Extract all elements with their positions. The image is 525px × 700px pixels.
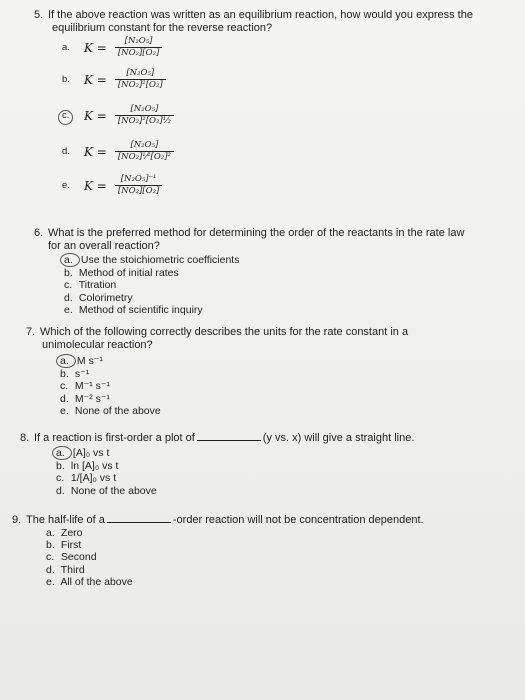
option-8c [56,472,157,484]
question-5 [34,9,514,35]
question-6-options [64,253,239,316]
option-letter: b. [64,267,73,280]
option-5c [62,104,174,127]
question-number: 8. [20,432,30,444]
option-5e [62,174,162,197]
fraction [115,140,174,163]
numerator: [N₂O₅]⁻¹ [120,174,157,184]
option-text: Second [60,551,97,564]
option-7d [60,393,161,405]
question-6 [34,227,514,253]
option-9b [46,539,133,551]
option-text: Colorimetry [78,291,133,304]
option-letter: e. [46,575,55,588]
answer-blank [197,430,261,441]
option-6d [64,292,239,304]
option-text: None of the above [70,484,157,497]
question-7-options [60,354,161,417]
question-9 [12,512,517,527]
option-letter: c. [46,551,55,564]
option-letter: c. [62,110,70,121]
option-letter: b. [46,539,55,552]
option-letter: e. [60,404,69,417]
option-letter: a. [60,253,80,267]
denominator: [NO₂][O₂] [115,47,162,59]
denominator: [NO₂][O₂] [115,185,162,197]
k-expression: K = [84,178,107,193]
option-8d [56,485,157,497]
denominator: [NO₂]²[O₂] [115,79,166,91]
question-text-continued: unimolecular reaction? [42,339,153,351]
option-text: None of the above [74,404,161,417]
option-text: 1/[A]₀ vs t [70,472,117,485]
numerator: [N₂O₅] [130,140,159,150]
option-text: Titration [78,279,117,292]
question-text-after: (y vs. x) will give a straight line. [262,432,415,444]
option-7a [60,354,161,368]
question-8-options [56,446,157,497]
option-9c [46,551,133,563]
option-text: M⁻² s⁻¹ [74,392,110,405]
option-5d [62,140,174,163]
option-letter: d. [60,392,69,405]
option-9e [46,576,133,588]
option-7b [60,368,161,380]
option-text: Method of scientific inquiry [78,303,203,316]
option-text: ln [A]₀ vs t [70,460,119,473]
question-number: 7. [26,326,36,338]
question-text-continued: for an overall reaction? [48,240,160,252]
question-7 [26,326,506,352]
option-8a [56,446,157,460]
option-5a [62,36,162,59]
denominator: [NO₂]¹⁄²[O₂]² [115,151,174,163]
option-7e [60,405,161,417]
option-letter: e. [62,180,70,191]
option-6e [64,304,239,316]
option-8b [56,460,157,472]
option-letter: e. [64,303,73,316]
question-text: What is the preferred method for determining the order of the reactants in the rate law [48,227,465,239]
option-5b [62,68,166,91]
option-letter: c. [64,279,73,292]
question-number: 5. [34,9,44,21]
denominator: [NO₂]²[O₂]¹⁄₂ [115,115,174,127]
option-letter: d. [62,146,70,157]
option-text: First [60,539,82,552]
question-number: 6. [34,227,44,239]
fraction [115,68,166,91]
option-text: Third [60,563,85,576]
option-6c [64,279,239,291]
option-text: Use the stoichiometric coefficients [80,254,240,266]
option-letter: c. [56,472,65,485]
option-letter: b. [60,368,69,381]
fraction [115,104,174,127]
option-letter: a. [56,354,76,368]
option-letter: d. [64,291,73,304]
question-text-after: -order reaction will not be concentration dependent. [172,514,424,526]
question-text: Which of the following correctly describes the units for the rate constant in a [40,326,409,338]
question-text: The half-life of a [26,514,105,526]
question-text: If a reaction is first-order a plot of [34,432,195,444]
option-text: M⁻¹ s⁻¹ [74,380,110,393]
fraction [115,36,162,59]
question-text: If the above reaction was written as an equilibrium reaction, how would you express the [48,9,473,21]
option-text: Method of initial rates [78,267,179,280]
option-letter: b. [62,74,70,85]
option-7c [60,380,161,392]
option-letter: c. [60,380,69,393]
fraction [115,174,162,197]
k-expression: K = [84,108,107,123]
option-letter: a. [52,446,72,460]
option-letter: b. [56,460,65,473]
numerator: [N₂O₅] [126,68,155,78]
option-text: [A]₀ vs t [72,447,110,459]
answer-blank [107,512,171,523]
question-text-continued: equilibrium constant for the reverse reaction? [52,22,273,34]
option-letter: a. [62,42,70,53]
numerator: [N₂O₅] [130,104,159,114]
k-expression: K = [84,40,107,55]
option-text: All of the above [60,575,133,588]
option-letter: d. [56,484,65,497]
option-text: Zero [60,527,83,539]
option-6b [64,267,239,279]
option-letter: a. [46,527,55,539]
k-expression: K = [84,72,107,87]
option-9d [46,564,133,576]
option-text: s⁻¹ [74,368,90,381]
option-letter: d. [46,563,55,576]
k-expression: K = [84,144,107,159]
question-9-options [46,527,133,588]
option-9a [46,527,133,539]
question-8 [20,430,515,445]
numerator: [N₂O₅] [124,36,153,46]
option-text: M s⁻¹ [76,355,103,367]
option-6a [64,253,239,267]
question-number: 9. [12,514,22,526]
